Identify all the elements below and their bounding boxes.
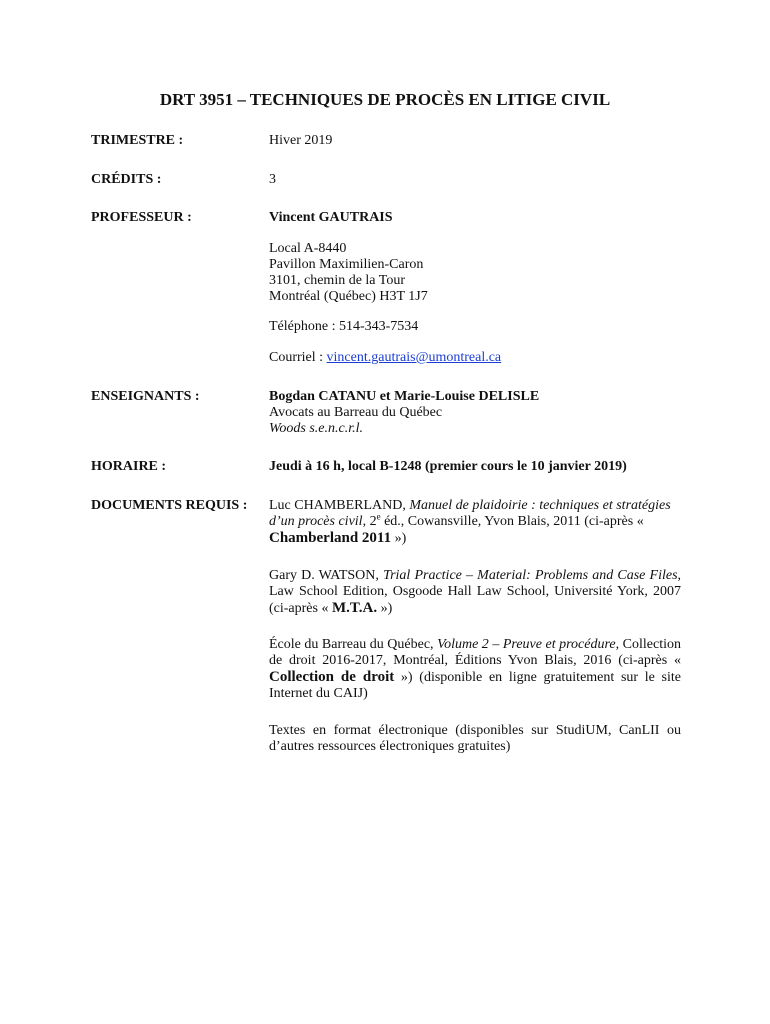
- professeur-label: PROFESSEUR :: [91, 210, 192, 225]
- credits-value: 3: [269, 172, 276, 187]
- enseignants-names: Bogdan CATANU et Marie-Louise DELISLE: [269, 389, 540, 404]
- trimestre-label: TRIMESTRE :: [91, 133, 184, 148]
- courriel-label: Courriel :: [269, 350, 327, 365]
- address-line: 3101, chemin de la Tour: [269, 273, 406, 288]
- professeur-courriel: [269, 350, 681, 366]
- email-link[interactable]: vincent.gautrais@umontreal.ca: [326, 350, 502, 365]
- professeur-telephone: Téléphone : 514-343-7534: [269, 319, 419, 334]
- horaire-label: HORAIRE :: [91, 459, 167, 474]
- trimestre-value: Hiver 2019: [269, 133, 333, 148]
- document-item: École du Barreau du Québec, Volume 2 – Preuve et procédure, Collection de droit 2016-2017, Montréal, Éditions Yvon Blais, 2016 (ci-après « Collection de droit ») (disponible en ligne gratuitement sur le site Internet du CAIJ): [269, 637, 681, 701]
- enseignants-line3: Woods s.e.n.c.r.l.: [269, 421, 363, 436]
- credits-label: CRÉDITS :: [91, 172, 162, 187]
- enseignants-block: [269, 389, 681, 437]
- document-item: Gary D. WATSON, Trial Practice – Material: Problems and Case Files, Law School Edition, Osgoode Hall Law School, Université York, 2007 (ci-après « M.T.A. »): [269, 568, 682, 616]
- enseignants-label: ENSEIGNANTS :: [91, 389, 200, 404]
- address-line: Local A-8440: [269, 241, 347, 256]
- document-item: Luc CHAMBERLAND, Manuel de plaidoirie : techniques et stratégies d’un procès civil, 2e éd., Cowansville, Yvon Blais, 2011 (ci-après « Chamberland 2011 »): [269, 498, 671, 546]
- professeur-name: Vincent GAUTRAIS: [269, 210, 393, 225]
- document-item: Textes en format électronique (disponibles sur StudiUM, CanLII ou d’autres ressources électroniques gratuites): [269, 723, 681, 754]
- address-line: Montréal (Québec) H3T 1J7: [269, 289, 428, 304]
- documents-label: DOCUMENTS REQUIS :: [91, 498, 248, 513]
- enseignants-line2: Avocats au Barreau du Québec: [269, 405, 443, 420]
- address-line: Pavillon Maximilien-Caron: [269, 257, 424, 272]
- horaire-value: Jeudi à 16 h, local B-1248 (premier cours le 10 janvier 2019): [269, 459, 627, 474]
- professeur-address: [269, 241, 681, 305]
- course-title: DRT 3951 – TECHNIQUES DE PROCÈS EN LITIGE CIVIL: [159, 90, 611, 109]
